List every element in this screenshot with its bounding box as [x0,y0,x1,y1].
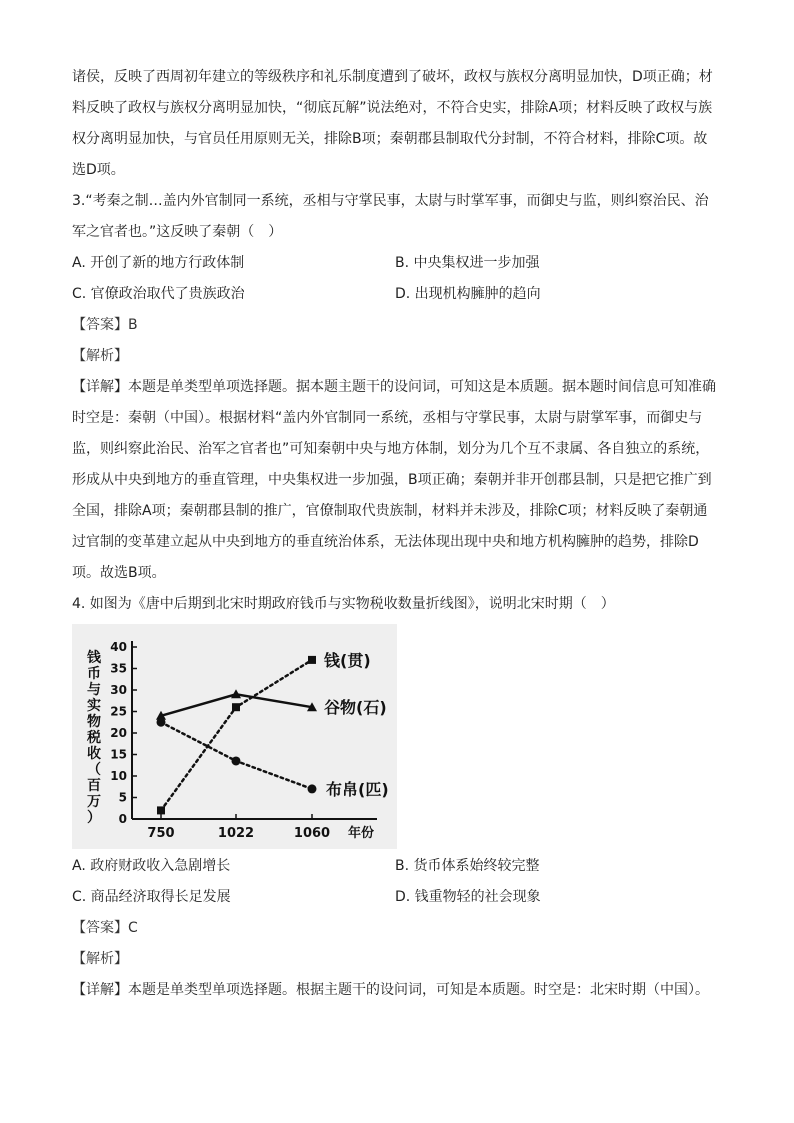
answer-label: 【答案】B [72,317,138,333]
text-line: 【详解】本题是单类型单项选择题。根据主题干的设问词，可知是本质题。时空是：北宋时期（中国）。 [72,982,709,998]
text-line: 全国，排除A项；秦朝郡县制的推广，官僚制取代贵族制，材料并未涉及，排除C项；材料反映了秦朝通 [72,503,708,519]
text-line: 过官制的变革建立起从中央到地方的垂直统治体系，无法体现出现中央和地方机构臃肿的趋势，排除D [72,534,699,550]
answer-label: 【答案】C [72,920,138,936]
data-point [308,656,316,664]
text-line: 时空是：秦朝（中国）。根据材料“盖内外官制同一系统，丞相与守掌民事，太尉与尉掌军事，而御史与 [72,410,703,426]
y-axis-label-char: 收 [87,746,101,762]
y-tick-label: 15 [110,747,127,762]
x-axis-label: 年份 [348,826,375,841]
question-stem-line: 3.“考秦之制…盖内外官制同一系统，丞相与守掌民事，太尉与时掌军事，而御史与监，则纠察治民、治 [72,193,709,209]
prev-analysis-paragraph [72,62,722,186]
option-b: B. 货币体系始终较完整 [395,858,540,874]
data-point [232,756,241,765]
y-axis-label-char: （ [87,762,101,778]
question-3 [72,186,722,589]
question-stem: 4. 如图为《唐中后期到北宋时期政府钱币与实物税收数量折线图》，说明北宋时期（ ） [72,596,615,612]
detail-paragraph [72,372,722,589]
question-stem-line: 军之官者也。”这反映了秦朝（ ） [72,224,283,240]
option-c: C. 商品经济取得长足发展 [72,889,231,905]
y-axis-label-char: 与 [87,682,101,698]
y-axis-label-char: 实 [87,698,101,714]
x-tick-label: 1060 [293,826,331,841]
text-line: 权分离明显加快，与官员任用原则无关，排除B项；秦朝郡县制取代分封制，不符合材料，排除C项。故 [72,131,708,147]
option-c: C. 官僚政治取代了贵族政治 [72,286,245,302]
data-point [157,718,166,727]
data-point [232,703,240,711]
text-line: 项。故选B项。 [72,565,166,581]
option-d: D. 出现机构臃肿的趋向 [395,286,541,302]
y-tick-label: 35 [110,661,127,676]
data-point [157,806,165,814]
option-d: D. 钱重物轻的社会现象 [395,889,541,905]
option-a: A. 政府财政收入急剧增长 [72,858,231,874]
line-chart [72,624,397,849]
x-tick-label: 750 [147,826,175,841]
text-line: 选D项。 [72,162,125,178]
y-axis-label-char: ） [87,810,101,826]
y-tick-label: 20 [110,726,127,740]
y-axis-label-char: 百 [87,778,101,794]
text-line: 诸侯，反映了西周初年建立的等级秩序和礼乐制度遭到了破坏，政权与族权分离明显加快，D项正确；材 [72,69,713,85]
text-line: 监，则纠察此治民、治军之官者也”可知秦朝中央与地方体制，划分为几个互不隶属、各自独立的系统， [72,441,710,457]
y-tick-label: 10 [110,769,127,783]
text-line: 形成从中央到地方的垂直管理，中央集权进一步加强，B项正确；秦朝并非开创郡县制，只是把它推广到 [72,472,712,488]
option-b: B. 中央集权进一步加强 [395,255,540,271]
text-line: 料反映了政权与族权分离明显加快，“彻底瓦解”说法绝对，不符合史实，排除A项；材料反映了政权与族 [72,100,713,116]
options-row [72,279,722,310]
y-tick-label: 40 [110,640,127,654]
y-axis-label-char: 物 [87,714,101,730]
y-tick-label: 0 [118,812,127,826]
y-axis-label-char: 钱 [87,650,101,666]
options-row [72,851,722,882]
y-tick-label: 25 [110,704,127,719]
series-label: 谷物(石) [324,698,387,718]
data-point [308,784,317,793]
y-axis-label-char: 税 [87,730,101,746]
y-axis-label-char: 万 [87,794,101,810]
options-row [72,248,722,279]
y-tick-label: 30 [110,683,127,697]
analysis-label: 【解析】 [72,951,128,967]
option-a: A. 开创了新的地方行政体制 [72,255,245,271]
line-chart-figure [72,624,397,849]
series-label: 布帛(匹) [326,779,389,799]
y-tick-label: 5 [118,790,127,805]
page-content [72,62,722,1006]
options-row [72,882,722,913]
analysis-label: 【解析】 [72,348,128,364]
x-tick-label: 1022 [217,826,255,841]
series-label: 钱(贯) [324,650,371,670]
y-axis-label-char: 币 [87,666,101,682]
question-4 [72,589,722,1006]
text-line: 【详解】本题是单类型单项选择题。据本题主题干的设问词，可知这是本质题。据本题时间信息可知准确 [72,379,716,395]
